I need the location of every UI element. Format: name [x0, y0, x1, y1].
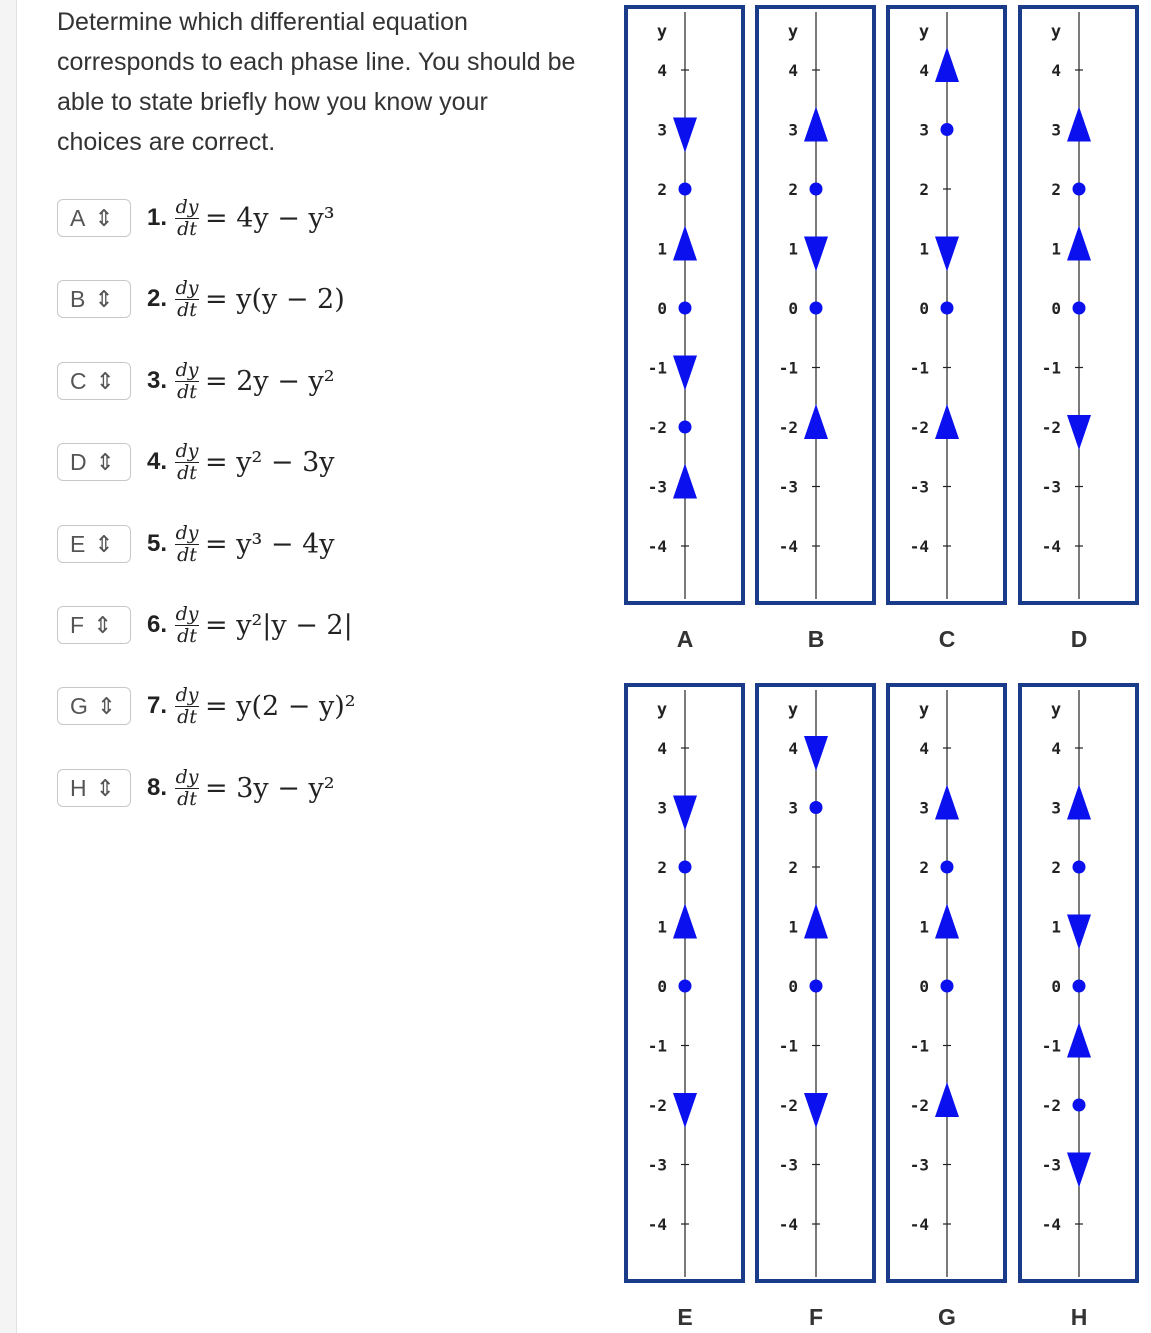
phase-line-label: F: [808, 1304, 824, 1330]
updown-chevron-icon: ⇕: [95, 774, 115, 801]
equilibrium-dot: [941, 861, 954, 874]
fraction-numerator: dy: [175, 602, 199, 625]
axis-label: y: [918, 22, 930, 42]
equilibrium-dot: [810, 801, 823, 814]
selected-choice: F: [70, 611, 85, 638]
tick-label: -2: [1041, 418, 1061, 437]
tick-label: 4: [788, 61, 798, 80]
tick-label: -4: [909, 537, 929, 556]
fraction-denominator: dt: [177, 217, 197, 240]
tick-label: 3: [1051, 798, 1061, 818]
selected-choice: E: [70, 530, 86, 557]
equation-rhs: = y² − 3y: [205, 446, 335, 478]
fraction-denominator: dt: [177, 298, 197, 321]
tick-label: 3: [657, 798, 667, 818]
phase-line-C: [888, 7, 1005, 652]
tick-label: 1: [1051, 239, 1061, 259]
equation-rhs: = 3y − y²: [205, 772, 335, 804]
tick-label: 0: [919, 299, 929, 318]
equilibrium-dot: [679, 183, 692, 196]
equation-number: 7.: [147, 692, 168, 719]
fraction-numerator: dy: [175, 276, 199, 299]
tick-label: 1: [788, 917, 798, 937]
phase-line-label: D: [1070, 626, 1088, 652]
tick-label: -3: [778, 477, 798, 497]
tick-label: -1: [778, 1036, 798, 1056]
tick-label: -2: [778, 418, 798, 437]
tick-label: -1: [909, 358, 929, 378]
tick-label: 4: [657, 739, 667, 758]
phase-line-F: [757, 685, 874, 1330]
fraction-denominator: dt: [177, 787, 197, 810]
tick-label: -1: [1041, 1036, 1061, 1056]
equation-number: 6.: [147, 611, 168, 638]
tick-label: 0: [788, 299, 798, 318]
tick-label: -4: [778, 537, 798, 556]
tick-label: 2: [1051, 180, 1061, 199]
updown-chevron-icon: ⇕: [95, 367, 115, 394]
equilibrium-dot: [1073, 302, 1086, 315]
tick-label: -3: [909, 1155, 929, 1175]
phase-line-label: E: [677, 1304, 693, 1330]
tick-label: 4: [788, 739, 798, 758]
fraction-denominator: dt: [177, 461, 197, 484]
equilibrium-dot: [1073, 1099, 1086, 1112]
equilibrium-dot: [679, 302, 692, 315]
equilibrium-dot: [810, 302, 823, 315]
fraction-numerator: dy: [175, 195, 199, 218]
tick-label: -3: [1041, 477, 1061, 497]
tick-label: -4: [909, 1215, 929, 1234]
tick-label: 2: [1051, 858, 1061, 877]
tick-label: 2: [788, 858, 798, 877]
tick-label: -2: [778, 1096, 798, 1115]
equation-rhs: = 4y − y³: [205, 202, 335, 234]
axis-label: y: [1050, 700, 1062, 720]
tick-label: -3: [1041, 1155, 1061, 1175]
equilibrium-dot: [679, 861, 692, 874]
phase-line-H: [1020, 685, 1137, 1330]
fraction-numerator: dy: [175, 439, 199, 462]
tick-label: -4: [1041, 1215, 1061, 1234]
tick-label: 0: [657, 977, 667, 996]
equation-number: 8.: [147, 774, 168, 801]
tick-label: -3: [778, 1155, 798, 1175]
fraction-numerator: dy: [175, 358, 199, 381]
updown-chevron-icon: ⇕: [96, 692, 117, 719]
tick-label: 2: [788, 180, 798, 199]
fraction-numerator: dy: [175, 521, 199, 544]
equation-number: 4.: [147, 448, 168, 475]
axis-label: y: [1050, 22, 1062, 42]
tick-label: 3: [657, 120, 667, 140]
phase-line-figures: [17, 0, 1151, 1333]
page: [16, 0, 1151, 1333]
tick-label: 4: [919, 739, 929, 758]
tick-label: 3: [1051, 120, 1061, 140]
tick-label: 2: [919, 858, 929, 877]
selected-choice: D: [70, 448, 87, 475]
tick-label: 1: [788, 239, 798, 259]
tick-label: -4: [647, 537, 667, 556]
prompt-text: Determine which differential equation corresponds to each phase line. You should be able to state briefly how you know your choices are correct.: [57, 8, 576, 156]
tick-label: -2: [647, 1096, 667, 1115]
axis-label: y: [918, 700, 930, 720]
tick-label: 4: [657, 61, 667, 80]
equation-rhs: = y³ − 4y: [205, 528, 335, 560]
tick-label: 1: [919, 239, 929, 259]
equilibrium-dot: [810, 183, 823, 196]
tick-label: 4: [1051, 739, 1061, 758]
tick-label: -3: [647, 1155, 667, 1175]
phase-line-A: [626, 7, 743, 652]
updown-chevron-icon: ⇕: [94, 285, 114, 312]
updown-chevron-icon: ⇕: [95, 448, 115, 475]
tick-label: -1: [647, 358, 667, 378]
phase-line-D: [1020, 7, 1137, 652]
axis-label: y: [656, 22, 668, 42]
tick-label: -3: [647, 477, 667, 497]
tick-label: -1: [909, 1036, 929, 1056]
tick-label: 2: [657, 858, 667, 877]
tick-label: -1: [778, 358, 798, 378]
tick-label: -1: [1041, 358, 1061, 378]
updown-chevron-icon: ⇕: [94, 204, 114, 231]
equilibrium-dot: [679, 980, 692, 993]
equilibrium-dot: [941, 302, 954, 315]
tick-label: -2: [909, 1096, 929, 1115]
updown-chevron-icon: ⇕: [93, 611, 113, 638]
tick-label: 1: [1051, 917, 1061, 937]
tick-label: 3: [788, 798, 798, 818]
fraction-denominator: dt: [177, 705, 197, 728]
selected-choice: H: [70, 774, 87, 801]
tick-label: 3: [919, 798, 929, 818]
tick-label: -3: [909, 477, 929, 497]
fraction-denominator: dt: [177, 380, 197, 403]
tick-label: 0: [1051, 977, 1061, 996]
equilibrium-dot: [679, 421, 692, 434]
fraction-denominator: dt: [177, 543, 197, 566]
equation-rhs: = y²|y − 2|: [205, 609, 353, 641]
tick-label: -1: [647, 1036, 667, 1056]
fraction-numerator: dy: [175, 683, 199, 706]
equilibrium-dot: [941, 980, 954, 993]
axis-label: y: [787, 22, 799, 42]
tick-label: -2: [647, 418, 667, 437]
phase-line-label: C: [938, 626, 956, 652]
selected-choice: B: [70, 285, 86, 312]
phase-line-E: [626, 685, 743, 1330]
equation-rhs: = y(y − 2): [205, 283, 345, 315]
phase-line-label: G: [938, 1304, 956, 1330]
phase-line-G: [888, 685, 1005, 1330]
phase-line-B: [757, 7, 874, 652]
selected-choice: C: [70, 367, 87, 394]
tick-label: 0: [788, 977, 798, 996]
axis-label: y: [656, 700, 668, 720]
axis-label: y: [787, 700, 799, 720]
selected-choice: A: [70, 204, 86, 231]
equilibrium-dot: [810, 980, 823, 993]
tick-label: -4: [647, 1215, 667, 1234]
equilibrium-dot: [941, 123, 954, 136]
tick-label: 3: [788, 120, 798, 140]
phase-line-label: B: [807, 626, 825, 652]
phase-line-label: A: [676, 626, 694, 652]
equation-number: 2.: [147, 285, 168, 312]
tick-label: 0: [657, 299, 667, 318]
tick-label: 1: [919, 917, 929, 937]
equation-rhs: = 2y − y²: [205, 365, 335, 397]
fraction-numerator: dy: [175, 765, 199, 788]
equation-rhs: = y(2 − y)²: [205, 690, 356, 722]
tick-label: 3: [919, 120, 929, 140]
equation-number: 3.: [147, 367, 168, 394]
selected-choice: G: [70, 692, 88, 719]
tick-label: 0: [1051, 299, 1061, 318]
tick-label: -4: [1041, 537, 1061, 556]
equilibrium-dot: [1073, 861, 1086, 874]
equation-number: 1.: [147, 204, 168, 231]
tick-label: 4: [1051, 61, 1061, 80]
tick-label: 4: [919, 61, 929, 80]
updown-chevron-icon: ⇕: [94, 530, 114, 557]
phase-line-label: H: [1070, 1304, 1088, 1330]
tick-label: 1: [657, 917, 667, 937]
tick-label: 2: [657, 180, 667, 199]
tick-label: -2: [909, 418, 929, 437]
equilibrium-dot: [1073, 183, 1086, 196]
equation-number: 5.: [147, 530, 168, 557]
tick-label: -4: [778, 1215, 798, 1234]
fraction-denominator: dt: [177, 624, 197, 647]
tick-label: 2: [919, 180, 929, 199]
equilibrium-dot: [1073, 980, 1086, 993]
tick-label: 0: [919, 977, 929, 996]
tick-label: 1: [657, 239, 667, 259]
tick-label: -2: [1041, 1096, 1061, 1115]
